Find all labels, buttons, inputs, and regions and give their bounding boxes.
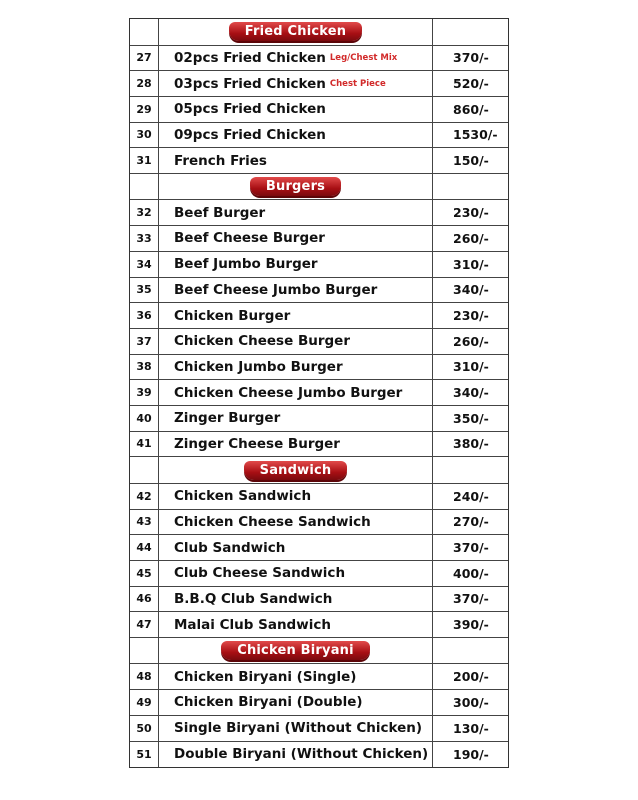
- item-name: Club Sandwich: [174, 539, 286, 556]
- menu-item-row: [130, 664, 508, 690]
- section-banner: Chicken Biryani: [221, 641, 370, 660]
- item-price: 260/-: [453, 333, 489, 349]
- item-number: 37: [130, 329, 159, 354]
- item-name: Zinger Burger: [174, 410, 281, 427]
- item-number: 41: [130, 432, 159, 457]
- section-banner: Fried Chicken: [229, 22, 363, 41]
- item-price: 350/-: [453, 410, 489, 426]
- item-number: 47: [130, 612, 159, 637]
- section-banner: Sandwich: [244, 461, 348, 480]
- item-price: 400/-: [453, 565, 489, 581]
- item-name: B.B.Q Club Sandwich: [174, 590, 333, 607]
- item-name-cell: [159, 226, 433, 251]
- menu-item-row: [130, 716, 508, 742]
- item-number: 27: [130, 46, 159, 71]
- item-price: 310/-: [453, 256, 489, 272]
- item-name: Beef Burger: [174, 204, 266, 221]
- item-number: 38: [130, 355, 159, 380]
- item-price: 370/-: [453, 50, 489, 66]
- number-cell-empty: [130, 638, 159, 664]
- item-number: 36: [130, 303, 159, 328]
- section-header: [130, 638, 508, 665]
- menu-item-row: [130, 71, 508, 97]
- section-header: [130, 19, 508, 46]
- item-name-cell: [159, 278, 433, 303]
- item-name: 05pcs Fried Chicken: [174, 101, 326, 118]
- item-number: 44: [130, 535, 159, 560]
- item-name-cell: [159, 612, 433, 637]
- item-price: 370/-: [453, 540, 489, 556]
- price-cell-empty: [433, 19, 508, 45]
- menu-item-row: [130, 510, 508, 536]
- section-header: [130, 174, 508, 201]
- item-price: 200/-: [453, 669, 489, 685]
- price-cell-empty: [433, 174, 508, 200]
- menu-item-row: [130, 380, 508, 406]
- item-number: 43: [130, 510, 159, 535]
- item-name-cell: [159, 535, 433, 560]
- item-name: Chicken Biryani (Single): [174, 668, 357, 685]
- item-name-cell: [159, 484, 433, 509]
- item-price: 310/-: [453, 359, 489, 375]
- item-name: 03pcs Fried Chicken: [174, 75, 326, 92]
- item-name: Chicken Sandwich: [174, 488, 312, 505]
- item-name: Club Cheese Sandwich: [174, 565, 346, 582]
- item-price: 370/-: [453, 591, 489, 607]
- menu-item-row: [130, 561, 508, 587]
- item-number: 34: [130, 252, 159, 277]
- section-title-cell: [159, 457, 433, 483]
- item-name-cell: [159, 406, 433, 431]
- item-price: 340/-: [453, 385, 489, 401]
- menu-item-row: [130, 46, 508, 72]
- menu-item-row: [130, 355, 508, 381]
- item-number: 31: [130, 148, 159, 173]
- item-name: Chicken Jumbo Burger: [174, 358, 343, 375]
- item-name: Beef Jumbo Burger: [174, 256, 318, 273]
- item-name-cell: [159, 329, 433, 354]
- item-number: 50: [130, 716, 159, 741]
- item-number: 35: [130, 278, 159, 303]
- item-number: 51: [130, 742, 159, 768]
- item-name-cell: [159, 355, 433, 380]
- item-price: 240/-: [453, 488, 489, 504]
- menu-item-row: [130, 252, 508, 278]
- item-name: Malai Club Sandwich: [174, 616, 331, 633]
- item-number: 46: [130, 587, 159, 612]
- section-title-cell: [159, 638, 433, 664]
- item-name: Beef Cheese Burger: [174, 230, 325, 247]
- menu-item-row: [130, 226, 508, 252]
- item-price: 340/-: [453, 282, 489, 298]
- item-number: 48: [130, 664, 159, 689]
- item-price: 230/-: [453, 205, 489, 221]
- menu-item-row: [130, 690, 508, 716]
- menu-item-row: [130, 587, 508, 613]
- item-name-cell: [159, 716, 433, 741]
- number-cell-empty: [130, 457, 159, 483]
- item-name-cell: [159, 71, 433, 96]
- item-name: French Fries: [174, 152, 267, 169]
- menu-item-row: [130, 278, 508, 304]
- item-name-cell: [159, 587, 433, 612]
- menu-item-row: [130, 329, 508, 355]
- menu-item-row: [130, 200, 508, 226]
- item-number: 30: [130, 123, 159, 148]
- section-header: [130, 457, 508, 484]
- item-price: 860/-: [453, 101, 489, 117]
- item-name-cell: [159, 432, 433, 457]
- menu-item-row: [130, 123, 508, 149]
- price-cell-empty: [433, 457, 508, 483]
- item-price: 150/-: [453, 153, 489, 169]
- item-name: Zinger Cheese Burger: [174, 435, 340, 452]
- item-name: 02pcs Fried Chicken: [174, 49, 326, 66]
- item-note: Leg/Chest Mix: [329, 52, 398, 63]
- item-name: Chicken Cheese Burger: [174, 333, 350, 350]
- item-number: 32: [130, 200, 159, 225]
- item-name: Chicken Biryani (Double): [174, 694, 363, 711]
- menu-item-row: [130, 432, 508, 458]
- menu-item-row: [130, 406, 508, 432]
- menu-item-row: [130, 97, 508, 123]
- item-name: Single Biryani (Without Chicken): [174, 720, 423, 737]
- section-title-cell: [159, 174, 433, 200]
- item-price: 270/-: [453, 514, 489, 530]
- item-price: 190/-: [453, 746, 489, 762]
- item-name: Beef Cheese Jumbo Burger: [174, 281, 378, 298]
- item-name-cell: [159, 690, 433, 715]
- item-name: Chicken Cheese Sandwich: [174, 513, 371, 530]
- item-name-cell: [159, 561, 433, 586]
- item-number: 45: [130, 561, 159, 586]
- item-name-cell: [159, 742, 433, 768]
- item-number: 40: [130, 406, 159, 431]
- number-cell-empty: [130, 174, 159, 200]
- item-price: 260/-: [453, 230, 489, 246]
- item-price: 1530/-: [453, 127, 498, 143]
- section-banner: Burgers: [250, 177, 341, 196]
- menu-item-row: [130, 742, 508, 768]
- menu-table: [129, 18, 509, 768]
- item-price: 130/-: [453, 720, 489, 736]
- item-number: 39: [130, 380, 159, 405]
- menu-item-row: [130, 612, 508, 638]
- menu-item-row: [130, 535, 508, 561]
- price-cell-empty: [433, 638, 508, 664]
- item-name-cell: [159, 380, 433, 405]
- item-name-cell: [159, 303, 433, 328]
- item-name: Chicken Cheese Jumbo Burger: [174, 384, 403, 401]
- item-name-cell: [159, 664, 433, 689]
- item-number: 42: [130, 484, 159, 509]
- item-price: 230/-: [453, 308, 489, 324]
- item-price: 390/-: [453, 617, 489, 633]
- item-name-cell: [159, 97, 433, 122]
- item-name-cell: [159, 148, 433, 173]
- item-name-cell: [159, 510, 433, 535]
- item-note: Chest Piece: [329, 78, 386, 89]
- item-price: 520/-: [453, 76, 489, 92]
- item-name-cell: [159, 123, 433, 148]
- item-name-cell: [159, 200, 433, 225]
- menu-item-row: [130, 484, 508, 510]
- item-number: 28: [130, 71, 159, 96]
- item-name-cell: [159, 252, 433, 277]
- item-price: 380/-: [453, 436, 489, 452]
- item-number: 49: [130, 690, 159, 715]
- item-number: 29: [130, 97, 159, 122]
- item-name: Chicken Burger: [174, 307, 291, 324]
- menu-item-row: [130, 303, 508, 329]
- item-number: 33: [130, 226, 159, 251]
- item-name: Double Biryani (Without Chicken): [174, 746, 429, 763]
- item-price: 300/-: [453, 694, 489, 710]
- item-name: 09pcs Fried Chicken: [174, 126, 326, 143]
- item-name-cell: [159, 46, 433, 71]
- section-title-cell: [159, 19, 433, 45]
- menu-item-row: [130, 148, 508, 174]
- number-cell-empty: [130, 19, 159, 45]
